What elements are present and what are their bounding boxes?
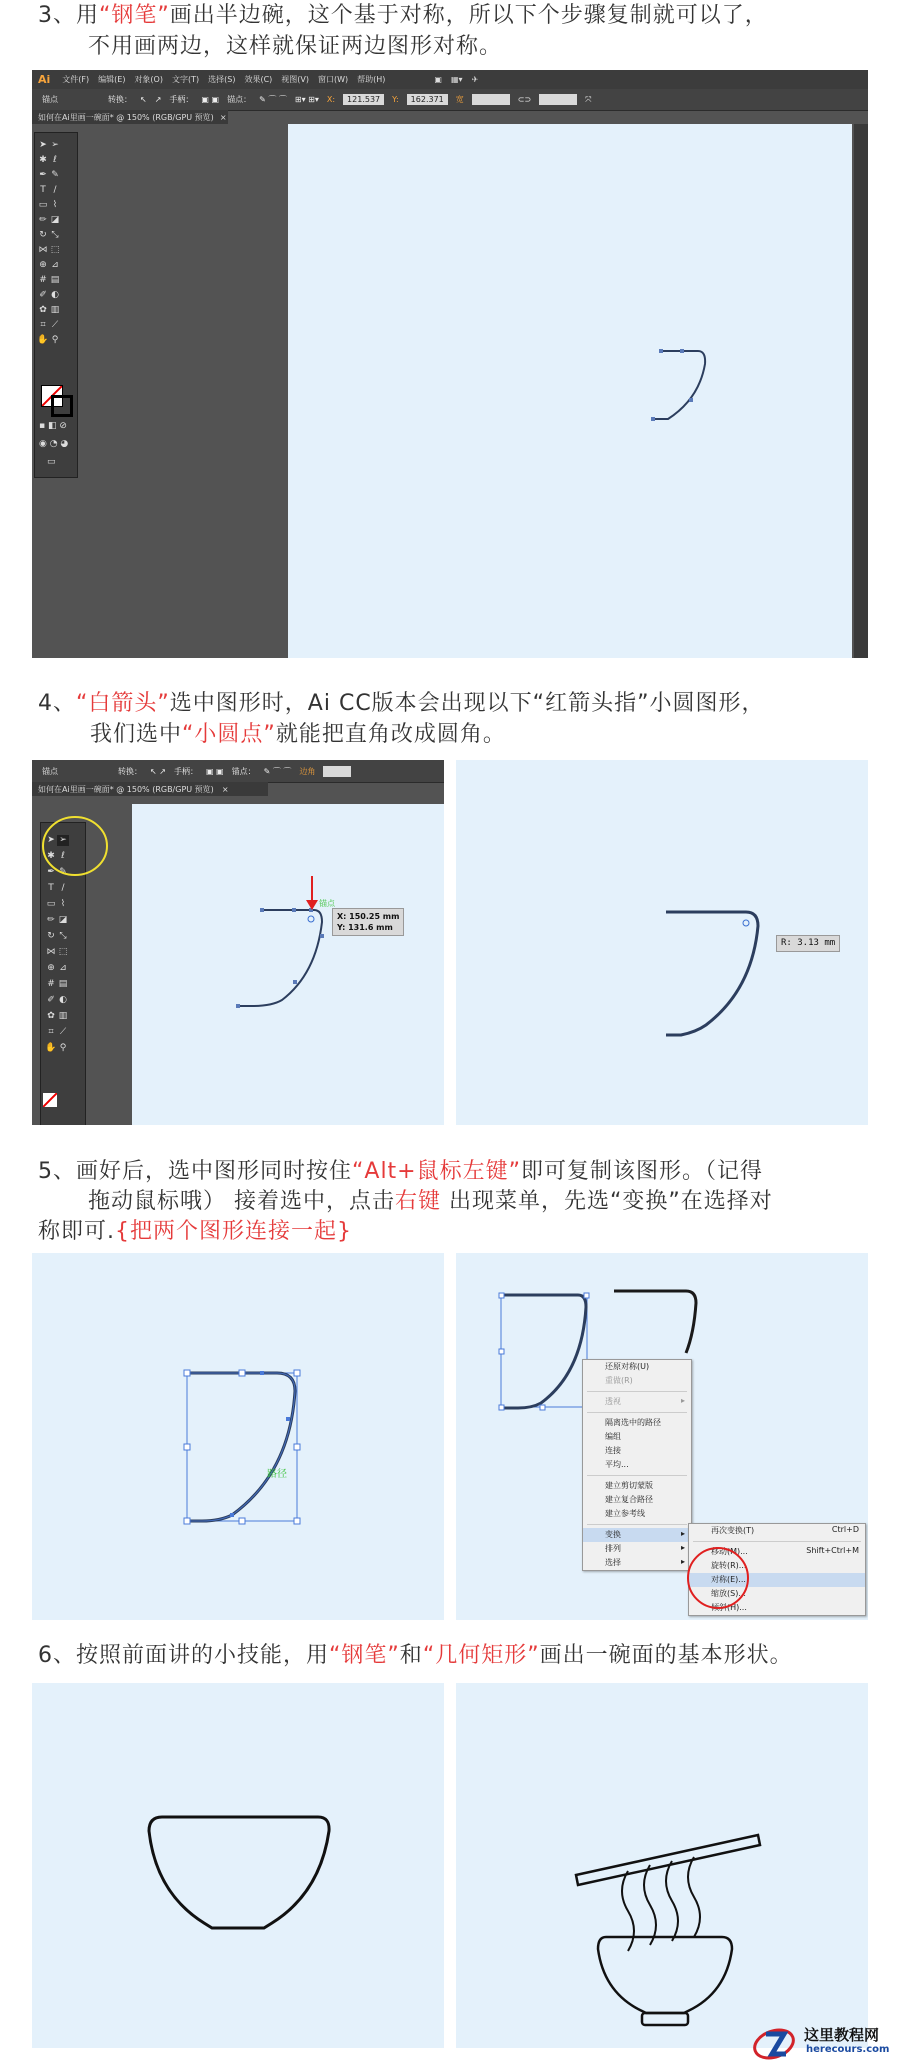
artboard-tool-icon[interactable]: ⌗ [40, 320, 46, 330]
submenu-arrow-icon: ▸ [680, 1529, 685, 1538]
menu-compound-path[interactable]: 建立复合路径 [605, 1495, 653, 1504]
coord-tooltip: X: 150.25 mm Y: 131.6 mm [332, 908, 404, 936]
menu-arrange[interactable]: 排列 ▸ [605, 1543, 685, 1553]
rounded-corner-result [456, 760, 868, 1125]
scale-tool-icon-2[interactable]: ⤡ [59, 931, 67, 941]
magic-wand-icon-2[interactable]: ✱ [47, 851, 55, 861]
menu-type[interactable]: 文字(T) [171, 75, 200, 84]
step5-text: 5、画好后，选中图形同时按住“Alt+鼠标左键”即可复制该图形。（记得 拖动鼠标哦） 接着选中，点击右键 出现菜单，先选“变换”在选择对 称即可.{把两个图形连接一起} [38, 1159, 773, 1244]
x-field[interactable]: 121.537 [343, 94, 384, 105]
selection-tool-icon[interactable]: ➤ [39, 140, 47, 150]
submenu-arrow-icon: ▸ [680, 1543, 685, 1552]
shape-builder-icon[interactable]: ⊕ [39, 260, 47, 270]
menu-view[interactable]: 视图(V) [281, 75, 309, 84]
submenu-arrow-icon: ▸ [680, 1396, 685, 1405]
selection-tool-icon-2[interactable]: ➤ [47, 835, 55, 845]
arrange-icon[interactable]: ▦▾ [450, 75, 463, 84]
noodle-bowl-panel [456, 1683, 868, 2048]
menu-redo[interactable]: 重做(R) [605, 1376, 633, 1385]
magic-wand-icon[interactable]: ✱ [39, 155, 47, 165]
symbol-sprayer-icon-2[interactable]: ✿ [47, 1011, 55, 1021]
rotate-tool-icon-2[interactable]: ↻ [47, 931, 55, 941]
submenu-move[interactable]: 移动(M)... Shift+Ctrl+M [711, 1546, 859, 1556]
control-bar: 锚点 转换： ↖ ↗ 手柄： ▣ ▣ 锚点： ✎ ⌒ ⌒ ⊞▾ ⊞▾ X: 121.537 Y: 162.371 宽 ⊂⊃ ⤧ [32, 89, 868, 111]
hand-tool-icon[interactable]: ✋ [37, 335, 49, 345]
zoom-tool-icon-2[interactable]: ⚲ [59, 1043, 67, 1053]
pen-tool-icon-2[interactable]: ✒ [47, 867, 55, 877]
mesh-tool-icon[interactable]: # [39, 275, 47, 285]
lasso-icon[interactable]: ℓ [53, 155, 57, 165]
watermark-logo-icon [752, 2022, 800, 2062]
width-tool-icon-2[interactable]: ⋈ [46, 947, 56, 957]
link-icon[interactable]: ⊂⊃ [517, 95, 532, 104]
artboard-2[interactable] [132, 804, 444, 1125]
tool-grid [35, 133, 77, 349]
screen-mode-icon[interactable]: ▭ [47, 457, 56, 467]
send-icon[interactable]: ✈ [471, 75, 479, 84]
menu-object[interactable]: 对象(O) [134, 75, 163, 84]
paintbrush-tool-icon-2[interactable]: ⌇ [60, 899, 66, 909]
anchor-remove-icon[interactable]: ✎ ⌒ ⌒ [259, 95, 287, 104]
symbol-sprayer-icon[interactable]: ✿ [39, 305, 47, 315]
handle-icons-2[interactable]: ▣ ▣ [205, 766, 224, 776]
noodle-bowl-drawing [456, 1683, 868, 2048]
menu-select[interactable]: 选择 ▸ [605, 1557, 685, 1567]
graph-tool-icon-2[interactable]: ▥ [58, 1011, 68, 1021]
line-tool-icon[interactable]: / [53, 185, 57, 195]
half-bowl-path [288, 124, 852, 658]
ai-logo: Ai [38, 73, 51, 86]
eraser-tool-icon-2[interactable]: ◪ [58, 915, 68, 925]
menu-undo-reflect[interactable]: 还原对称(U) [605, 1362, 650, 1371]
y-label: Y: [392, 95, 399, 104]
menu-isolate-path[interactable]: 隔离选中的路径 [605, 1418, 661, 1427]
step3-text: 3、用“钢笔”画出半边碗，这个基于对称，所以下个步骤复制就可以了， 不用画两边，这样就保证两边图形对称。 [38, 3, 768, 59]
rectangle-tool-icon-2[interactable]: ▭ [46, 899, 56, 909]
artboard-1[interactable] [288, 124, 852, 658]
transform-icon[interactable]: ⤧ [585, 94, 592, 104]
menu-file[interactable]: 文件(F) [62, 75, 90, 84]
half-bowl-selected [132, 804, 444, 1125]
line-tool-icon-2[interactable]: / [61, 883, 65, 893]
step6-text: 6、按照前面讲的小技能，用“钢笔”和“几何矩形”画出一碗面的基本形状。 [38, 1643, 793, 1668]
submenu-scale[interactable]: 缩放(S)... [711, 1589, 746, 1598]
selected-half-bowl [32, 1253, 444, 1620]
width-tool-icon[interactable]: ⋈ [38, 245, 48, 255]
shape-builder-icon-2[interactable]: ⊕ [47, 963, 55, 973]
perspective-icon-2[interactable]: ⊿ [59, 963, 67, 973]
menu-select[interactable]: 选择(S) [208, 75, 236, 84]
free-transform-icon[interactable]: ⬚ [50, 245, 60, 255]
direct-selection-tool-icon-2[interactable]: ➢ [57, 835, 69, 846]
gradient-tool-icon-2[interactable]: ▤ [58, 979, 68, 989]
watermark-url: herecours.com [806, 2044, 890, 2055]
hand-tool-icon-2[interactable]: ✋ [45, 1043, 57, 1053]
eyedropper-icon[interactable]: ✐ [39, 290, 47, 300]
rotate-tool-icon[interactable]: ↻ [39, 230, 47, 240]
handle-icon[interactable]: ▣ ▣ [201, 95, 220, 104]
submenu-shear[interactable]: 倾斜(H)... [711, 1603, 747, 1612]
illustrator-window-2 [32, 760, 444, 1125]
menu-help[interactable]: 帮助(H) [357, 75, 386, 84]
bowl-outline-panel [32, 1683, 444, 2048]
zoom-tool-icon[interactable]: ⚲ [51, 335, 59, 345]
tab-close-icon-2[interactable]: × [221, 784, 229, 794]
rectangle-tool-icon[interactable]: ▭ [38, 200, 48, 210]
tools-panel [34, 132, 78, 478]
anchor-icons-2[interactable]: ✎ ⌒ ⌒ [263, 766, 292, 776]
convert-corner-icon[interactable]: ↖ [140, 95, 147, 104]
menu-transform[interactable]: 变换 ▸ [583, 1528, 691, 1542]
illustrator-window-1 [32, 70, 868, 658]
tab-close-icon[interactable]: × [219, 112, 227, 122]
pencil-tool-icon-2[interactable]: ✏ [47, 915, 55, 925]
type-tool-icon[interactable]: T [40, 185, 46, 195]
anchor-hint: 锚点 [319, 899, 335, 908]
graph-tool-icon[interactable]: ▥ [50, 305, 60, 315]
doc-tab-2[interactable]: 如何在Ai里画一碗面* @ 150% (RGB/GPU 预览) × [32, 782, 268, 796]
menu-bar [32, 70, 868, 89]
width-field[interactable] [472, 94, 510, 105]
radius-tooltip: R: 3.13 mm [776, 935, 840, 952]
pen-tool-icon[interactable]: ✒ [39, 170, 47, 180]
vertical-scrollbar[interactable] [854, 124, 868, 658]
menu-group[interactable]: 编组 [605, 1432, 621, 1441]
curvature-tool-icon[interactable]: ✎ [51, 170, 59, 180]
menu-join[interactable]: 连接 [605, 1446, 621, 1455]
menu-guides[interactable]: 建立参考线 [605, 1509, 645, 1518]
convert-icons-2[interactable]: ↖ ↗ [150, 766, 166, 776]
perspective-icon[interactable]: ⊿ [51, 260, 59, 270]
convert-smooth-icon[interactable]: ↗ [154, 95, 162, 104]
eraser-tool-icon[interactable]: ◪ [50, 215, 60, 225]
menu-window[interactable]: 窗口(W) [318, 75, 349, 84]
menu-effect[interactable]: 效果(C) [244, 75, 273, 84]
reflect-highlight [456, 1253, 868, 1620]
blend-tool-icon-2[interactable]: ◐ [59, 995, 67, 1005]
menu-perspective[interactable]: 透视 ▸ [605, 1396, 685, 1406]
context-menu-panel [456, 1253, 868, 1620]
x-label: X: [326, 95, 336, 104]
stroke-swatch[interactable] [51, 395, 73, 417]
draw-mode-icons[interactable]: ◉ ◔ ◕ [39, 439, 69, 449]
color-mode-icons[interactable]: ▪ ◧ ⊘ [39, 421, 67, 431]
control-bar-2: 锚点 转换： ↖ ↗ 手柄： ▣ ▣ 锚点： ✎ ⌒ ⌒ 边角 [32, 760, 444, 783]
y-field[interactable]: 162.371 [407, 94, 448, 105]
watermark [752, 2022, 892, 2062]
step4-text: 4、“白箭头”选中图形时，Ai CC版本会出现以下“红箭头指”小圆图形， 我们选中“小圆点”就能把直角改成圆角。 [38, 691, 765, 747]
menu-average[interactable]: 平均... [605, 1460, 629, 1469]
submenu-arrow-icon: ▸ [680, 1557, 685, 1566]
free-transform-icon-2[interactable]: ⬚ [58, 947, 68, 957]
lasso-icon-2[interactable]: ℓ [61, 851, 65, 861]
height-field[interactable] [539, 94, 577, 105]
curvature-tool-icon-2[interactable]: ✎ [59, 867, 67, 877]
align-icon[interactable]: ⊞▾ ⊞▾ [294, 95, 319, 104]
type-tool-icon-2[interactable]: T [48, 883, 54, 893]
doc-tab[interactable]: 如何在Ai里画一碗面* @ 150% (RGB/GPU 预览) × [32, 110, 228, 124]
direct-selection-tool-icon[interactable]: ➢ [51, 140, 59, 150]
scale-tool-icon[interactable]: ⤡ [51, 230, 59, 240]
watermark-name: 这里教程网 [804, 2026, 880, 2044]
mesh-tool-icon-2[interactable]: # [47, 979, 55, 989]
menu-clipping-mask[interactable]: 建立剪切蒙版 [605, 1481, 653, 1490]
gradient-tool-icon[interactable]: ▤ [50, 275, 60, 285]
pencil-tool-icon[interactable]: ✏ [39, 215, 47, 225]
submenu-reflect[interactable]: 对称(E)... [689, 1573, 865, 1587]
bowl-outline [32, 1683, 444, 2048]
paintbrush-tool-icon[interactable]: ⌇ [52, 200, 58, 210]
menu-edit[interactable]: 编辑(E) [98, 75, 126, 84]
path-hint: 路径 [267, 1469, 287, 1480]
bridge-icon[interactable]: ▣ [434, 75, 442, 84]
slice-tool-icon[interactable]: ⟋ [51, 320, 59, 330]
artboard-tool-icon-2[interactable]: ⌗ [48, 1027, 54, 1037]
copy-shape-panel [32, 1253, 444, 1620]
slice-tool-icon-2[interactable]: ⟋ [59, 1027, 67, 1037]
blend-tool-icon[interactable]: ◐ [51, 290, 59, 300]
submenu-rotate[interactable]: 旋转(R)... [711, 1561, 747, 1570]
width-label: 宽 [455, 95, 464, 104]
submenu-transform-again[interactable]: 再次变换(T) Ctrl+D [711, 1525, 859, 1535]
eyedropper-icon-2[interactable]: ✐ [47, 995, 55, 1005]
